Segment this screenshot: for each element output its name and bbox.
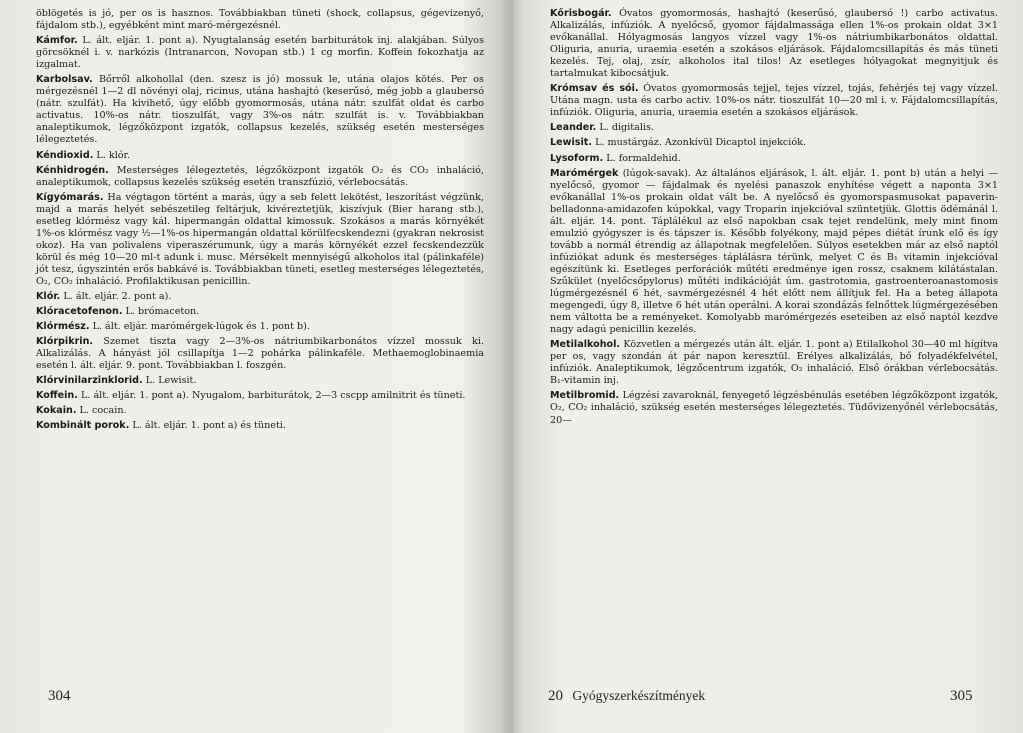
entry-text: Ha végtagon történt a marás, úgy a seb felett lekötést, leszorítást végzünk, majd a marás helyét sebészetileg feltárjuk, kivéreztetjük, kiszívjuk (Bier harang stb.), esetleg klórmész vagy kál. hipermangán oldattal kimossuk. Szokásos a marás környékét 1%-os klórmész vagy ½—1%-os hipermangán oldattal körülfecskendezni (gyakran nekrosist okoz). Ha van polivalens viperaszérumunk, úgy a marás környékét ezzel fecskendezzük körül és még 10—20 ml-t adunk i. musc. Mérsékelt mennyiségű alkoholos ital (pálinkaféle) jót tesz, úgyszintén erős babkávé is. Továbbiakban tüneti, esetleg mesterséges lélegeztetés, O₂, CO₂ inhaláció. Profilaktikusan penicillin. [36,191,484,287]
entry-text: Óvatos gyomormosás tejjel, tejes vízzel, tojás, fehérjés tej vagy vízzel. Utána magn. usta és carbo activ. 10%-os nátr. tioszulfát 10—20 ml i. v. Fájdalomcsillapítás, infúziók. Oliguria, anuria, uraemia esetén a szokásos eljárások. [550,83,998,119]
entry-headword: Kokain. [36,405,77,417]
entry-text: Közvetlen a mérgezés után ált. eljár. 1. pont a) Etilalkohol 30—40 ml hígítva per os, vagy szondán át pár napon keresztül. Erélyes alkalizálás, bő folyadékfelvétel, infúziók. Analeptikumok, légzőcentrum izgatók, O₂ inhaláció. Első órákban vérlebocsátás. B₁-vitamin inj. [550,339,998,387]
entry-text: L. ált. eljár. marómérgek-lúgok és 1. pont b). [92,321,310,333]
entry-headword: Metilalkohol. [550,339,621,351]
dictionary-entry [36,291,484,303]
entry-headword: Kombinált porok. [36,420,130,432]
entry-text: L. digitalis. [599,122,654,134]
dictionary-entry [550,153,998,165]
right-page-number: 305 [950,688,973,704]
running-title: Gyógyszerkészítmények [572,688,706,703]
dictionary-entry [550,168,998,337]
entry-headword: Klórmész. [36,321,90,333]
dictionary-entry [36,321,484,333]
entry-headword: Lysoform. [550,152,604,164]
entry-text: L. Lewisit. [145,375,197,387]
entry-headword: Koffein. [36,390,78,402]
dictionary-entry [550,339,998,387]
entry-headword: Kéndioxid. [36,149,94,161]
entry-headword: Karbolsav. [36,74,93,86]
entry-headword: Klórvinilarzinklorid. [36,375,143,387]
entry-text: L. mustárgáz. Azonkívül Dicaptol injekciók. [595,137,806,149]
entry-headword: Marómérgek [550,167,619,179]
entry-text: L. brómaceton. [125,306,200,318]
dictionary-entry [550,137,998,149]
left-page [36,8,484,436]
left-entries [36,35,484,432]
right-entries [550,8,998,427]
dictionary-entry [36,390,484,402]
entry-headword: Klóracetofenon. [36,306,123,318]
entry-text: Bőrről alkohollal (den. szesz is jó) mossuk le, utána olajos kötés. Per os mérgezésnél 1—2 dl növényi olaj, ricinus, utána hashajtó (keserűsó, még jobb a glaubersó (nátr. szulfát). Ha kivihető, úgy előbb gyomormosás, utána nátr. szulfát oldat és carbo activatus. 10%-os nátr. tioszulfát, vagy 3%-os nátr. szulfát is. v. Továbbiakban analeptikumok, légzőközpont izgatók, collapsus kezelés, szükség esetén mesterséges lélegeztetés. [36,74,484,146]
left-page-number: 304 [48,688,71,704]
left-continuation-text: öblögetés is jó, per os is hasznos. Továbbiakban tüneti (shock, collapsus, gégevizenyő, fájdalom stb.), egyébként mint maró-mérgezésnél. [36,8,484,32]
right-page [550,8,998,430]
right-footer-note [548,688,705,705]
dictionary-entry [550,83,998,119]
entry-headword: Kígyómarás. [36,191,104,203]
entry-headword: Klórpikrin. [36,336,94,348]
entry-headword: Leander. [550,122,597,134]
entry-text: Szemet tiszta vagy 2—3%-os nátriumbikarbonátos vízzel mossuk ki. Alkalizálás. A hányást jól csillapítja 1—2 pohárka pálinkaféle. Methaemoglobinaemia esetén l. ált. eljár. 9. pont. Továbbiakban l. foszgén. [36,336,484,372]
dictionary-entry [36,192,484,288]
entry-text: L. ált. eljár. 2. pont a). [63,291,172,303]
entry-text: L. formaldehid. [606,152,681,164]
dictionary-entry [36,420,484,432]
dictionary-entry [36,375,484,387]
dictionary-entry [36,306,484,318]
entry-text: L. klór. [96,149,131,161]
entry-headword: Klór. [36,291,61,303]
dictionary-entry [36,165,484,189]
dictionary-entry [550,8,998,80]
entry-text: L. ált. eljár. 1. pont a). Nyugalom, barbiturátok, 2—3 cscpp amilnitrit és tüneti. [80,390,466,402]
dictionary-entry [550,122,998,134]
entry-headword: Lewisit. [550,137,593,149]
entry-headword: Kénhidrogén. [36,164,109,176]
book-gutter [500,0,524,733]
entry-headword: Kőrisbogár. [550,8,612,19]
dictionary-entry [36,74,484,146]
entry-text: Óvatos gyomormosás, hashajtó (keserűsó, glaubersó !) carbo activatus. Alkalizálás, infúziók. A nyelőcső, gyomor fájdalmassága ellen 1%-os prokain oldat 3×1 evőkanállal. Hólyagmosás langyos vízzel vagy 1%-os nátriumbikarbonátos oldattal. Oliguria, anuria, uraemia esetén a szokásos eljárások. Fájdalomcsillapítás és más tüneti kezelés. Tej, olaj, zsír, alkoholos ital tilos! Az esetleges hólyagokat megnyitjuk és tartalmukat kibocsátjuk. [550,8,998,80]
entry-text: L. ált. eljár. 1. pont a) és tüneti. [132,420,286,432]
dictionary-entry [36,150,484,162]
entry-text: Légzési zavaroknál, fenyegető légzésbénulás esetében légzőközpont izgatók, O₂, CO₂ inhaláció, szükség esetén mesterséges lélegeztetés. Tüdővizenyőnél vérlebocsátás, 20— [550,390,998,426]
entry-text: L. ált. eljár. 1. pont a). Nyugtalanság esetén barbiturátok inj. alakjában. Súlyos görcsöknél i. v. narkózis (Intranarcon, Novopan stb.) 1 cg morfin. Koffein fokozhatja az izgalmat. [36,35,484,71]
dictionary-entry [36,35,484,71]
entry-text: L. cocain. [79,405,127,417]
entry-headword: Krómsav és sói. [550,83,639,95]
entry-headword: Metilbromid. [550,390,620,402]
dictionary-entry [36,336,484,372]
entry-headword: Kámfor. [36,35,78,47]
dictionary-entry [550,390,998,426]
signature-mark: 20 [548,688,563,704]
entry-text: Mesterséges lélegeztetés, légzőközpont izgatók O₂ és CO₂ inhaláció, analeptikumok, collapsus kezelés szükség esetén transzfúzió, vérlebocsátás. [36,164,484,188]
dictionary-entry [36,405,484,417]
entry-text: (lúgok-savak). Az általános eljárások, l. ált. eljár. 1. pont b) után a helyi — nyelőcső, gyomor — fájdalmak és nyelési panaszok enyhítése végett a naponta 3×1 evőkanállal 1%-os prokain oldat vált be. A nyelőcső és gyomorspasmusokat papaverin-belladonna-amidazofen kúpokkal, vagy Troparin injekcióval szüntetjük. Glottis ödémánál l. ált. eljár. 14. pont. Táplálékul az első napokban csak tejet rendelünk, mely mint finom emulzió gyógyszer is és tápszer is. Később folyékony, majd pépes diétát írunk elő és így tovább a normál étrendig az állapotnak megfelelően. Súlyos esetekben már az első naptól infúziókat adunk és mesterséges táplálásra térünk, melyet C és B₁ vitamin injekcióval egészítünk ki. Esetleges perforációk műtéti eredménye igen rossz, csaknem kilátástalan. Szűkület (nyelőcsőpylorus) műtéti indikációját úm. gastrotomia, gastroenteroanastomosis lúgmérgezésnél 6 hét, savmérgezésnél 4 hét előtt nem állítjuk fel. Ha a beteg állapota megengedi, úgy 8, illetve 6 hét után operálni. A korai szondázás felnőttek lúgmérgezésében nem váltotta be a reményeket. Komolyabb marómérgezés eseteiben az első naptól kezdve nagy adagú penicillin kezelés. [550,167,998,336]
